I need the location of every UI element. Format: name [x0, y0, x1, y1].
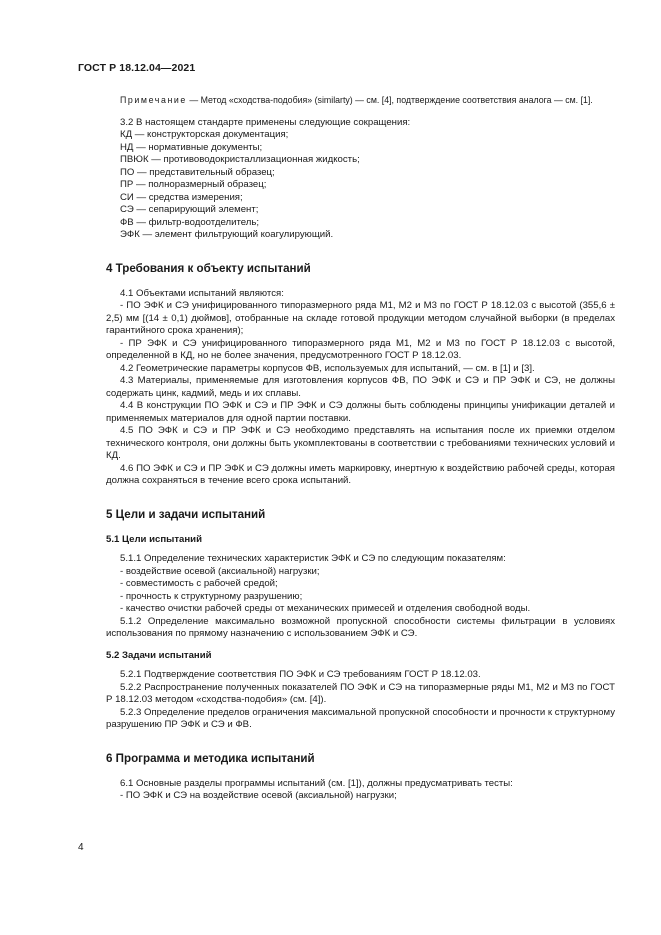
note-text: — Метод «сходства-подобия» (similarty) — см. [4], подтверждение соответствия аналога — см. [1].	[186, 95, 593, 105]
paragraph: 4.5 ПО ЭФК и СЭ и ПР ЭФК и СЭ необходимо представлять на испытания после их приемки отделом технического контроля, они должны быть укомплектованы в соответствии с требованиями технических условий и КД.	[106, 425, 615, 462]
abbrev-intro: 3.2 В настоящем стандарте применены следующие сокращения:	[120, 116, 411, 128]
document-header: ГОСТ Р 18.12.04—2021	[78, 62, 196, 74]
list-item: - совместимость с рабочей средой;	[120, 578, 278, 590]
abbrev-item: ФВ — фильтр-водоотделитель;	[120, 216, 260, 228]
paragraph: 4.1 Объектами испытаний являются:	[120, 287, 284, 299]
abbrev-item: СИ — средства измерения;	[120, 191, 243, 203]
list-item: - воздействие осевой (аксиальной) нагрузки;	[120, 565, 320, 577]
paragraph: - ПО ЭФК и СЭ унифицированного типоразмерного ряда М1, М2 и М3 по ГОСТ Р 18.12.03 с высотой (355,6 ± 2,5) мм [(14 ± 0,1) дюймов], отобранные на складе готовой продукции методом случайной выборки (в пределах гарантийного срока хранения);	[106, 300, 615, 337]
abbrev-item: ПВЮК — противоводокристаллизационная жидкость;	[120, 154, 360, 166]
paragraph: 5.2.2 Распространение полученных показателей ПО ЭФК и СЭ на типоразмерные ряды М1, М2 и М3 по ГОСТ Р 18.12.03 методом «сходства-подобия» (см. [4]).	[106, 681, 615, 706]
subsection-5-2-heading: 5.2 Задачи испытаний	[106, 649, 212, 661]
abbrev-item: НД — нормативные документы;	[120, 141, 263, 153]
paragraph: 4.6 ПО ЭФК и СЭ и ПР ЭФК и СЭ должны иметь маркировку, инертную к воздействию рабочей среды, которая должна сохраняться в течение всего срока испытаний.	[106, 462, 615, 487]
note-label: Примечание	[120, 95, 187, 105]
paragraph: 4.2 Геометрические параметры корпусов ФВ, используемых для испытаний, — см. в [1] и [3].	[120, 362, 535, 374]
paragraph: 4.3 Материалы, применяемые для изготовления корпусов ФВ, ПО ЭФК и СЭ и ПР ЭФК и СЭ, не должны содержать цинк, кадмий, медь и их сплавы.	[106, 375, 615, 399]
abbrev-item: ПР — полноразмерный образец;	[120, 179, 267, 191]
page-number: 4	[78, 842, 84, 853]
section-4-heading: 4 Требования к объекту испытаний	[106, 261, 311, 275]
paragraph: - ПО ЭФК и СЭ на воздействие осевой (аксиальной) нагрузки;	[120, 790, 397, 802]
paragraph: 6.1 Основные разделы программы испытаний (см. [1]), должны предусматривать тесты:	[120, 777, 513, 789]
paragraph: 5.2.3 Определение пределов ограничения максимальной пропускной способности и прочности к структурному разрушению ПР ЭФК и СЭ и ФВ.	[106, 706, 615, 731]
paragraph: 4.4 В конструкции ПО ЭФК и СЭ и ПР ЭФК и СЭ должны быть соблюдены принципы унификации деталей и применяемых материалов для одной партии поставки.	[106, 400, 615, 424]
paragraph: 5.1.1 Определение технических характеристик ЭФК и СЭ по следующим показателям:	[120, 553, 506, 565]
abbrev-item: СЭ — сепарирующий элемент;	[120, 204, 259, 216]
paragraph: - ПР ЭФК и СЭ унифицированного типоразмерного ряда М1, М2 и М3 по ГОСТ Р 18.12.03 с высотой, определенной в КД, но не более значения, предусмотренного ГОСТ Р 18.12.03.	[106, 337, 615, 362]
abbrev-item: ПО — представительный образец;	[120, 166, 275, 178]
abbrev-item: ЭФК — элемент фильтрующий коагулирующий.	[120, 229, 334, 241]
paragraph: 5.2.1 Подтверждение соответствия ПО ЭФК и СЭ требованиям ГОСТ Р 18.12.03.	[120, 669, 481, 681]
subsection-5-1-heading: 5.1 Цели испытаний	[106, 533, 202, 545]
list-item: - прочность к структурному разрушению;	[120, 590, 303, 602]
paragraph: 5.1.2 Определение максимально возможной пропускной способности системы фильтрации в условиях использования по прямому назначению с использованием ЭФК и СЭ.	[106, 615, 615, 640]
section-6-heading: 6 Программа и методика испытаний	[106, 751, 315, 765]
list-item: - качество очистки рабочей среды от механических примесей и отделения свободной воды.	[120, 603, 531, 615]
abbrev-item: КД — конструкторская документация;	[120, 129, 289, 141]
note-paragraph	[106, 95, 615, 107]
document-body	[106, 95, 615, 803]
section-5-heading: 5 Цели и задачи испытаний	[106, 507, 266, 521]
